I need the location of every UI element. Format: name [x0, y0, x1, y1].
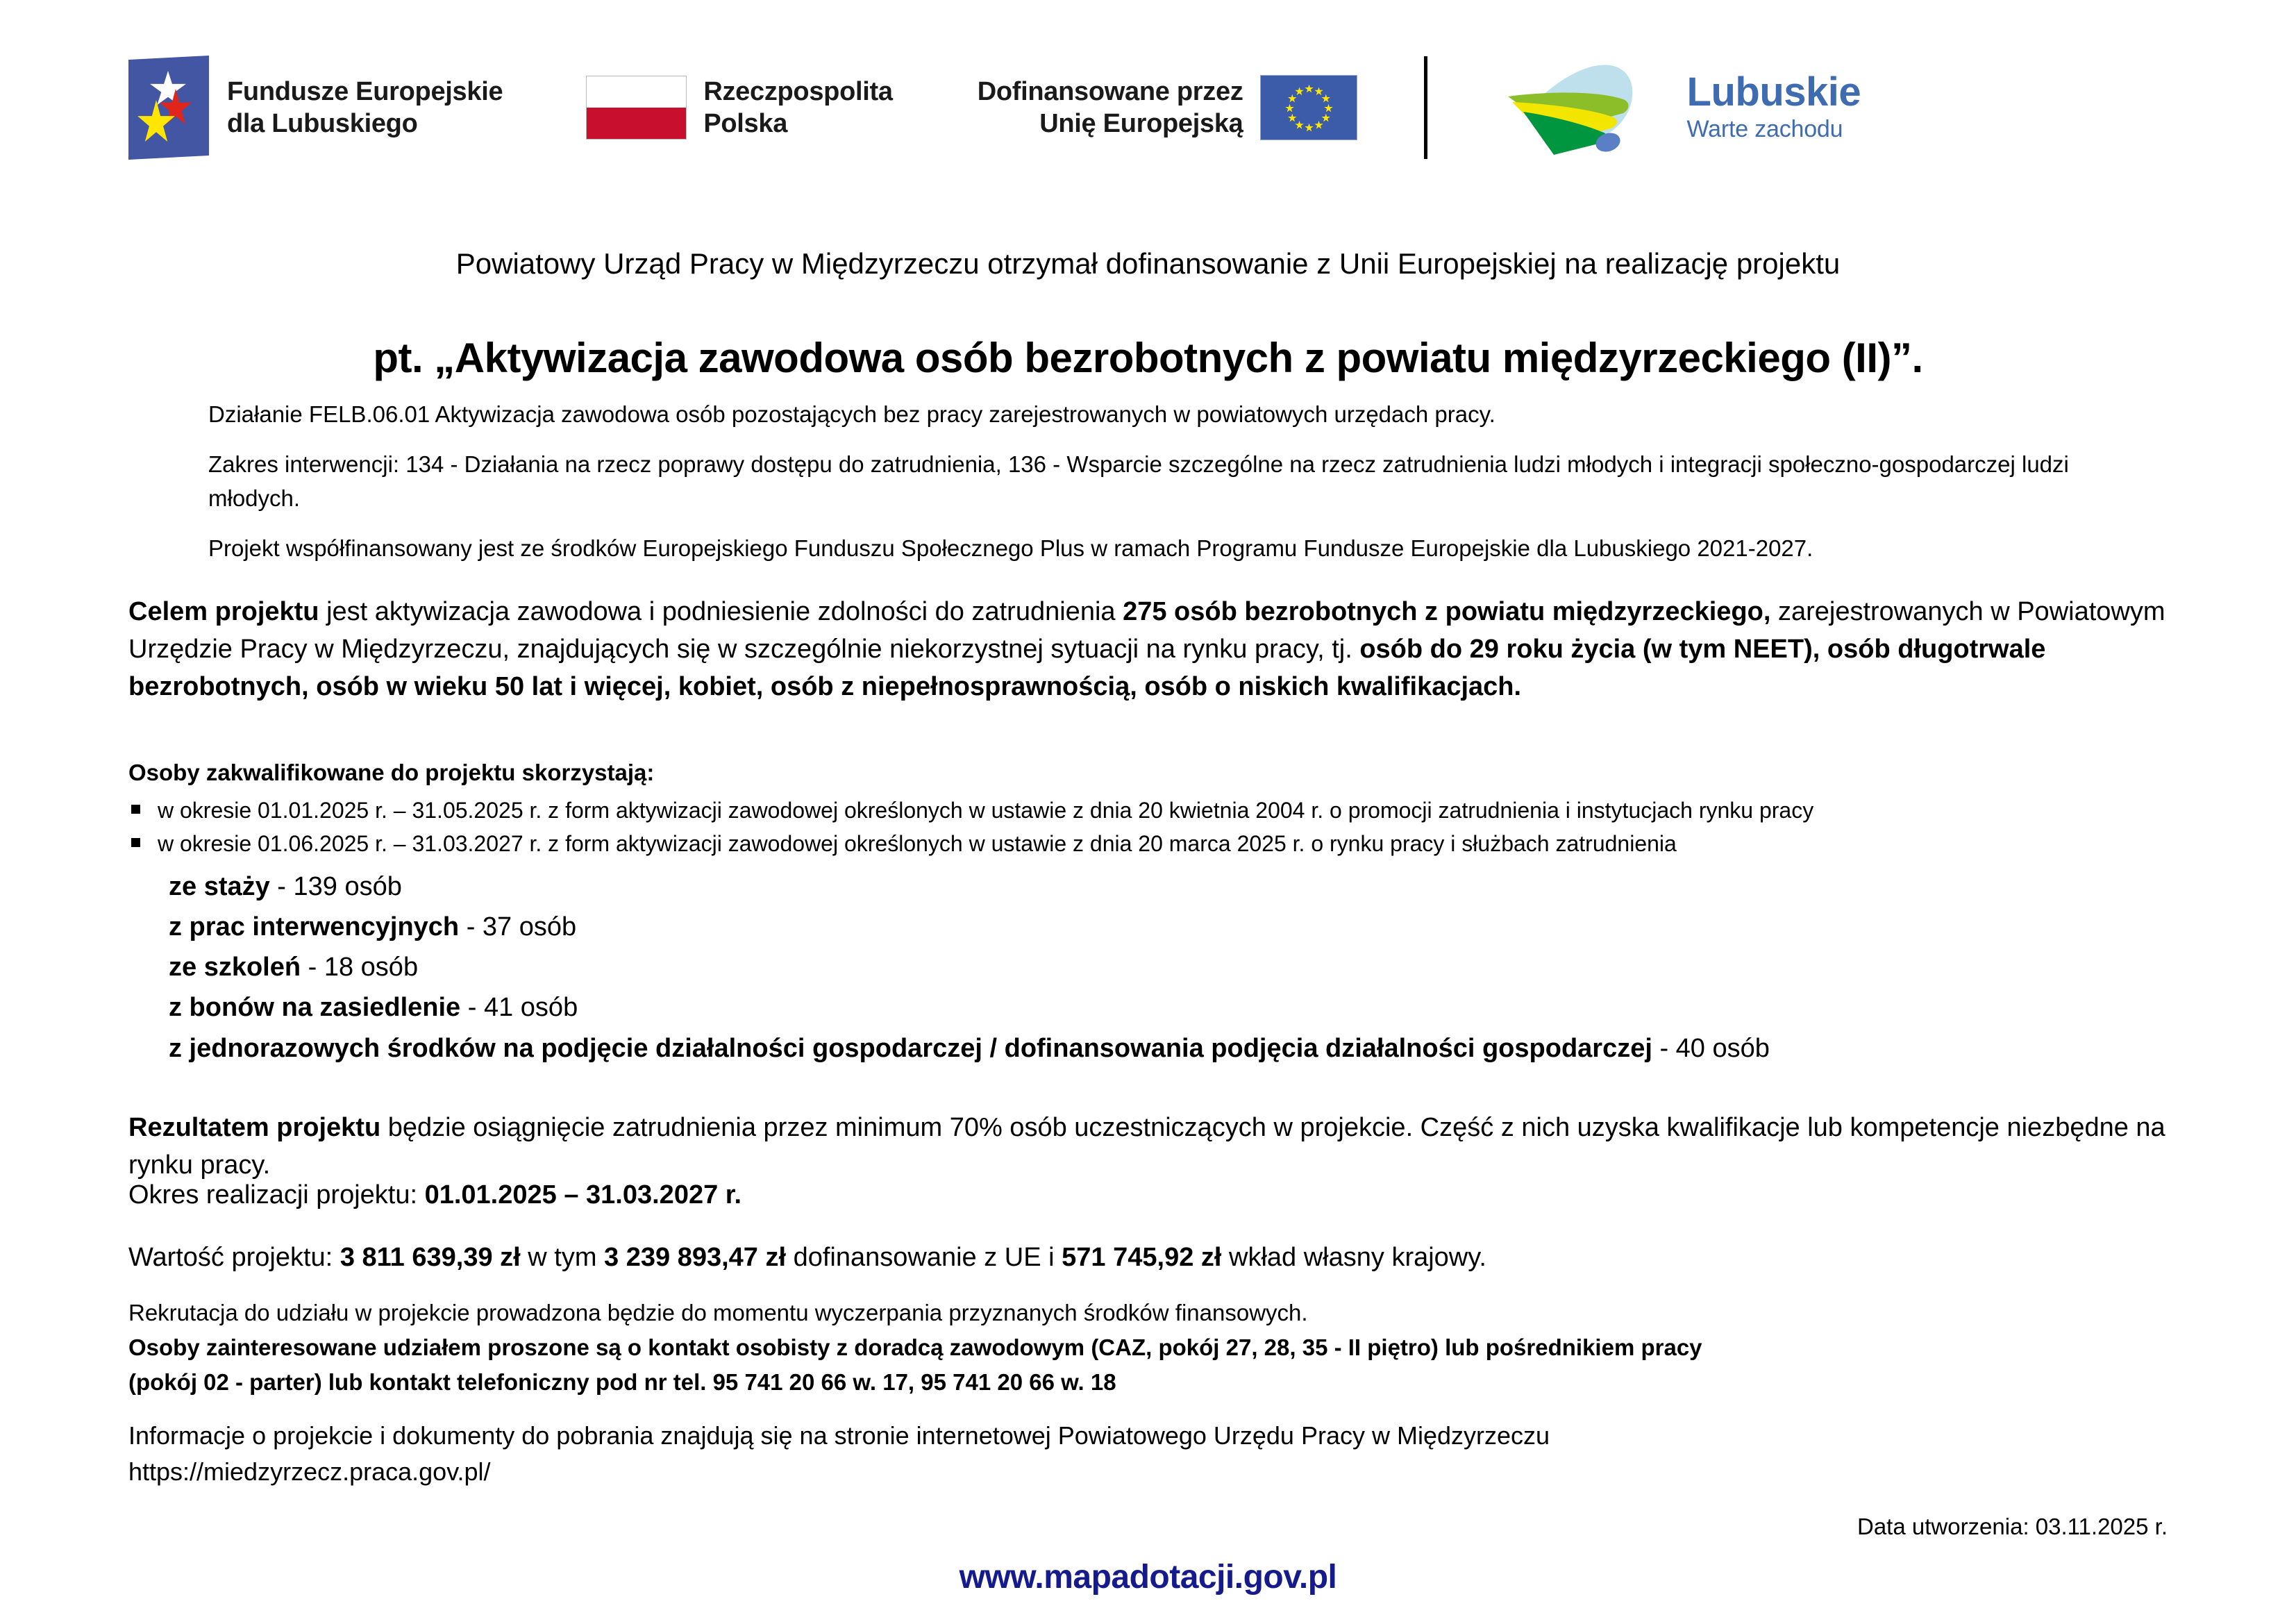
eu-star-icon: [1288, 114, 1297, 123]
fundusze-europejskie-label: [227, 76, 503, 140]
kontakt-line-1: Osoby zainteresowane udziałem proszone są o kontakt osobisty z doradcą zawodowym (CAZ, pokój 27, 28, 35 - II piętro) lub pośrednikiem pracy: [128, 1334, 1702, 1360]
fe-line-1: Fundusze Europejskie: [227, 76, 503, 106]
rekrutacja-line: Rekrutacja do udziału w projekcie prowadzona będzie do momentu wyczerpania przyznanych środków finansowych.: [128, 1300, 1308, 1325]
eu-star-icon: [1285, 104, 1294, 113]
fe-line-2: dla Lubuskiego: [227, 109, 418, 138]
cel-bold-2: osób do 29 roku życia (w tym NEET), osób długotrwale bezrobotnych, osób w wieku 50 lat i więcej, kobiet, osób z niepełnosprawnością, osób o niskich kwalifikacjach.: [128, 634, 2046, 701]
form-count: - 18 osób: [301, 953, 419, 982]
wartosc-label: Wartość projektu:: [128, 1243, 340, 1272]
wartosc-mid-2: dofinansowanie z UE i: [786, 1243, 1062, 1272]
rzeczpospolita-label: [703, 76, 892, 140]
intro-sentence: Powiatowy Urząd Pracy w Międzyrzeczu otrzymał dofinansowanie z Unii Europejskiej na realizację projektu: [455, 247, 1841, 280]
ue-line-2: Unię Europejską: [1039, 109, 1243, 138]
wartosc-mid-1: w tym: [520, 1243, 605, 1272]
zakres-interwencji-paragraph: Zakres interwencji: 134 - Działania na rzecz poprawy dostępu do zatrudnienia, 136 - Wsparcie szczególne na rzecz zatrudnienia ludzi młodych i integracji społeczno-gospodarczej ludzi młodych.: [208, 451, 2069, 511]
form-name: ze szkoleń: [169, 953, 301, 982]
cel-text-1: jest aktywizacja zawodowa i podniesienie zdolności do zatrudnienia: [319, 597, 1123, 626]
list-item: [169, 987, 2196, 1028]
dzialanie-paragraph: Działanie FELB.06.01 Aktywizacja zawodowa osób pozostających bez pracy zarejestrowanych w powiatowych urzędach pracy.: [208, 401, 1495, 427]
okres-realizacji-line: [128, 1180, 741, 1210]
eu-star-icon: [1305, 85, 1314, 94]
page-title: pt. „Aktywizacja zawodowa osób bezrobotnych z powiatu międzyrzeckiego (II)”.: [373, 335, 1923, 382]
list-item: [169, 947, 2196, 987]
logo-divider: [1424, 56, 1427, 159]
wartosc-krajowy: 571 745,92 zł: [1062, 1243, 1222, 1272]
pup-website-url[interactable]: https://miedzyrzecz.praca.gov.pl/: [128, 1457, 491, 1487]
aktywizacja-bullet-list: [128, 794, 2184, 860]
list-item: [169, 867, 2196, 907]
polish-flag-icon: [586, 76, 687, 140]
cel-projektu-block: [128, 594, 2173, 706]
eu-star-icon: [1288, 94, 1297, 103]
logo-dofinansowane-przez-ue: [978, 56, 1357, 160]
logo-lubuskie: [1487, 56, 1861, 160]
logo-rzeczpospolita-polska: [586, 56, 892, 160]
eu-flag-icon: [1260, 75, 1357, 140]
lubuskie-tagline: Warte zachodu: [1686, 116, 1843, 143]
kontakt-block: [128, 1330, 2184, 1399]
form-count: - 41 osób: [460, 993, 578, 1023]
form-count: - 40 osób: [1652, 1033, 1770, 1063]
eu-star-icon: [1321, 94, 1330, 103]
wspolfinansowanie-paragraph: Projekt współfinansowany jest ze środków Europejskiego Funduszu Społecznego Plus w ramach Programu Fundusze Europejskie dla Lubuskiego 2021-2027.: [208, 535, 1813, 561]
list-item: w okresie 01.06.2025 r. – 31.03.2027 r. z form aktywizacji zawodowej określonych w ustawie z dnia 20 marca 2025 r. o rynku pracy i służbach zatrudnienia: [128, 827, 2184, 860]
wartosc-ue: 3 239 893,47 zł: [604, 1243, 787, 1272]
lubuskie-bird-icon: [1487, 56, 1675, 159]
eu-star-icon: [1321, 114, 1330, 123]
fundusze-europejskie-icon: [128, 56, 209, 160]
rp-line-1: Rzeczpospolita: [703, 76, 893, 106]
osoby-zakwalifikowane-heading: Osoby zakwalifikowane do projektu skorzystają:: [128, 760, 655, 785]
form-count: - 139 osób: [269, 872, 402, 901]
cel-bold-1: 275 osób bezrobotnych z powiatu międzyrzeckiego,: [1123, 597, 1771, 626]
rezultat-label: Rezultatem projektu: [128, 1113, 381, 1142]
eu-star-icon: [1324, 104, 1333, 113]
informacje-line: Informacje o projekcie i dokumenty do pobrania znajdują się na stronie internetowej Powiatowego Urzędu Pracy w Międzyrzeczu: [128, 1421, 1550, 1450]
ue-line-1: Dofinansowane przez: [977, 76, 1243, 106]
cel-label: Celem projektu: [128, 597, 319, 626]
form-count: - 37 osób: [459, 912, 577, 942]
list-item: w okresie 01.01.2025 r. – 31.05.2025 r. z form aktywizacji zawodowej określonych w ustawie z dnia 20 kwietnia 2004 r. o promocji zatrudnienia i instytucjach rynku pracy: [128, 794, 2184, 827]
form-name: z bonów na zasiedlenie: [169, 993, 461, 1023]
data-utworzenia: Data utworzenia: 03.11.2025 r.: [1857, 1514, 2168, 1539]
logo-fundusze-europejskie: [128, 56, 503, 160]
list-item: [169, 1028, 2196, 1069]
dofinansowane-label: [978, 76, 1243, 140]
wartosc-total: 3 811 639,39 zł: [340, 1243, 521, 1272]
rezultat-text: będzie osiągnięcie zatrudnienia przez minimum 70% osób uczestniczących w projekcie. Część z nich uzyska kwalifikacje lub kompetencje niezbędne na rynku pracy.: [128, 1113, 2165, 1180]
mapadotacji-link[interactable]: www.mapadotacji.gov.pl: [959, 1559, 1337, 1596]
cel-text-2: zarejestrowanych w Powiatowym Urzędzie Pracy w Międzyrzeczu, znajdujących się w szczególnie niekorzystnej sytuacji na rynku pracy, tj.: [128, 597, 2165, 664]
wartosc-projektu-line: [128, 1243, 1486, 1273]
forms-of-support-list: [169, 867, 2196, 1069]
form-name: z prac interwencyjnych: [169, 912, 460, 942]
eu-star-icon: [1314, 87, 1323, 96]
eu-star-icon: [1295, 87, 1304, 96]
eu-star-icon: [1305, 124, 1314, 133]
okres-label: Okres realizacji projektu:: [128, 1180, 425, 1209]
list-item: [169, 907, 2196, 947]
okres-value: 01.01.2025 – 31.03.2027 r.: [424, 1180, 742, 1209]
form-name: ze staży: [169, 872, 270, 901]
eu-funding-logo-strip: [0, 42, 2296, 174]
wartosc-tail: wkład własny krajowy.: [1221, 1243, 1486, 1272]
form-name: z jednorazowych środków na podjęcie działalności gospodarczej / dofinansowania podjęcia działalności gospodarczej: [169, 1033, 1652, 1063]
lubuskie-name: Lubuskie: [1686, 69, 1861, 115]
eu-star-icon: [1295, 121, 1304, 130]
project-details-block: [208, 397, 2118, 580]
rp-line-2: Polska: [703, 109, 788, 138]
lubuskie-wordmark: [1686, 69, 1861, 143]
eu-star-icon: [1314, 121, 1323, 130]
kontakt-line-2: (pokój 02 - parter) lub kontakt telefoniczny pod nr tel. 95 741 20 66 w. 17, 95 741 20 66 w. 18: [128, 1368, 1116, 1395]
informacje-block: [128, 1418, 2184, 1490]
